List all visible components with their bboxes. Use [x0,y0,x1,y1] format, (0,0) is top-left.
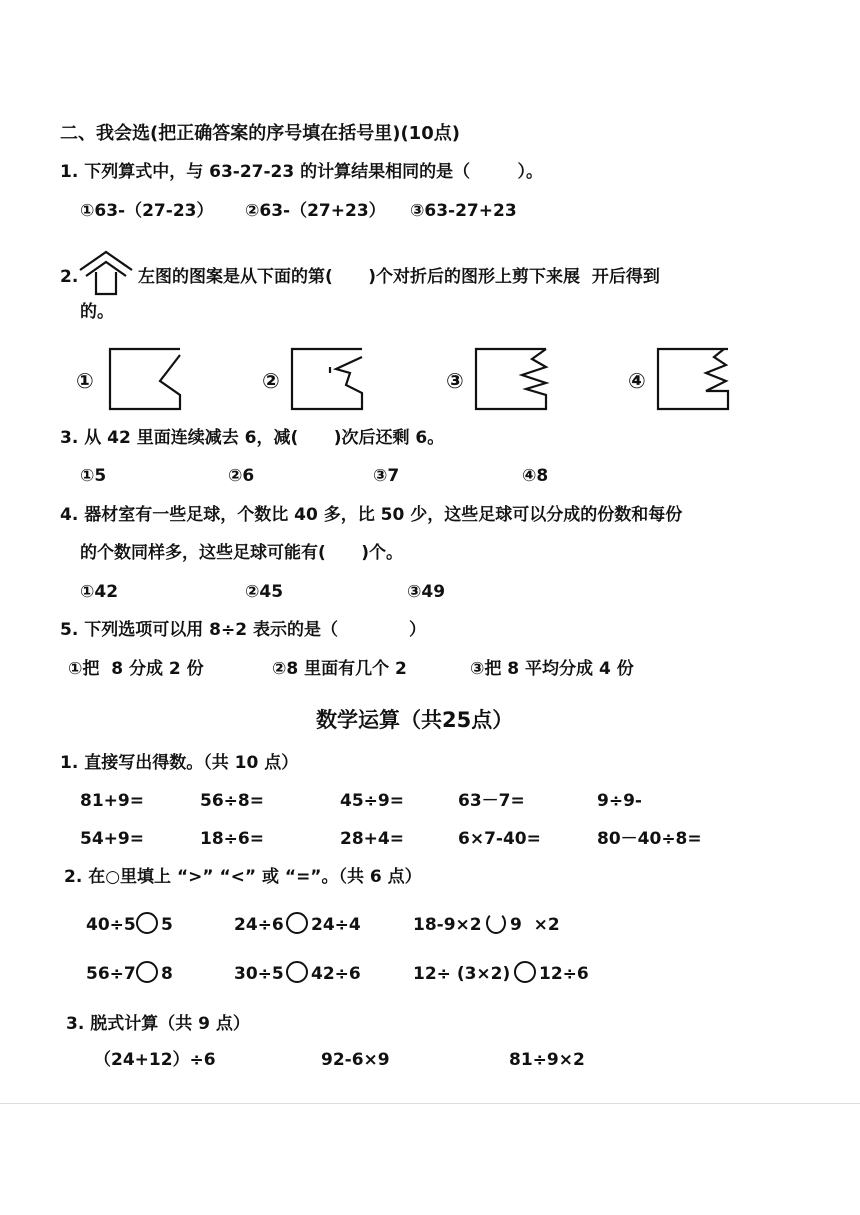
stepwise-calculation-item: （24+12）÷6 [94,1050,216,1070]
question-2-stem-continued: 的。 [80,302,114,322]
comparison-left: 18-9×2 [413,915,482,935]
comparison-left: 40÷5 [86,915,136,935]
question-3-option-4: ④8 [522,466,549,486]
mental-math-item: 81+9= [80,791,144,811]
math-part-1-title: 1. 直接写出得数。（共 10 点） [60,753,299,773]
question-3-stem: 3. 从 42 里面连续减去 6，减( )次后还剩 6。 [60,428,445,448]
figure-label-4: ④ [628,369,646,393]
mental-math-item: 63－7= [458,791,525,811]
mental-math-item: 80－40÷8= [597,829,702,849]
comparison-right: 42÷6 [311,964,361,984]
question-4-option-2: ②45 [245,582,284,602]
comparison-right: 8 [161,964,173,984]
folded-shape-3 [474,347,552,411]
stepwise-calculation-item: 81÷9×2 [509,1050,585,1070]
math-section-heading: 数学运算（共25点） [316,708,514,732]
question-1-option-3: ③63-27+23 [410,201,517,221]
figure-label-1: ① [76,369,94,393]
answer-circle[interactable] [286,961,308,983]
question-2-number: 2. [60,267,79,287]
arrow-pattern-figure [78,248,134,296]
answer-circle[interactable] [286,912,308,934]
answer-circle[interactable] [136,961,158,983]
question-3-option-3: ③7 [373,466,400,486]
question-1-stem: 1. 下列算式中，与 63-27-23 的计算结果相同的是（ ）。 [60,162,543,182]
comparison-left: 56÷7 [86,964,136,984]
answer-circle[interactable] [486,912,506,934]
mental-math-item: 28+4= [340,829,404,849]
question-3-option-2: ②6 [228,466,255,486]
question-5-option-3: ③把 8 平均分成 4 份 [470,659,634,679]
mental-math-item: 54+9= [80,829,144,849]
mental-math-item: 56÷8= [200,791,264,811]
math-part-3-title: 3. 脱式计算（共 9 点） [66,1014,250,1034]
question-1-option-2: ②63-（27+23） [245,201,386,221]
question-2-stem: 左图的图案是从下面的第( )个对折后的图形上剪下来展 开后得到 [138,267,660,287]
folded-shape-4 [656,347,734,411]
question-5-option-2: ②8 里面有几个 2 [272,659,407,679]
question-4-stem-line-1: 4. 器材室有一些足球，个数比 40 多，比 50 少，这些足球可以分成的份数和每份 [60,505,683,525]
mental-math-item: 18÷6= [200,829,264,849]
mental-math-item: 6×7-40= [458,829,541,849]
answer-circle[interactable] [136,912,158,934]
figure-label-3: ③ [446,369,464,393]
question-1-option-1: ①63-（27-23） [80,201,214,221]
figure-label-2: ② [262,369,280,393]
section-heading: 二、我会选(把正确答案的序号填在括号里)(10点) [60,123,460,144]
stepwise-calculation-item: 92-6×9 [321,1050,390,1070]
question-5-option-1: ①把 8 分成 2 份 [68,659,204,679]
answer-circle[interactable] [514,961,536,983]
math-part-2-title: 2. 在○里填上 “>” “<” 或 “=”。（共 6 点） [64,867,422,887]
mental-math-item: 9÷9- [597,791,642,811]
question-5-stem: 5. 下列选项可以用 8÷2 表示的是（ ） [60,620,426,640]
comparison-right: 5 [161,915,173,935]
comparison-right: 9 ×2 [510,915,560,935]
question-3-option-1: ①5 [80,466,107,486]
comparison-left: 24÷6 [234,915,284,935]
comparison-right: 12÷6 [539,964,589,984]
folded-shape-2 [290,347,368,411]
question-4-option-1: ①42 [80,582,119,602]
comparison-right: 24÷4 [311,915,361,935]
page-divider [0,1103,860,1104]
comparison-left: 30÷5 [234,964,284,984]
question-4-stem-line-2: 的个数同样多，这些足球可能有( )个。 [80,543,404,563]
comparison-left: 12÷ (3×2) [413,964,511,984]
question-4-option-3: ③49 [407,582,446,602]
folded-shape-1 [108,347,186,411]
mental-math-item: 45÷9= [340,791,404,811]
